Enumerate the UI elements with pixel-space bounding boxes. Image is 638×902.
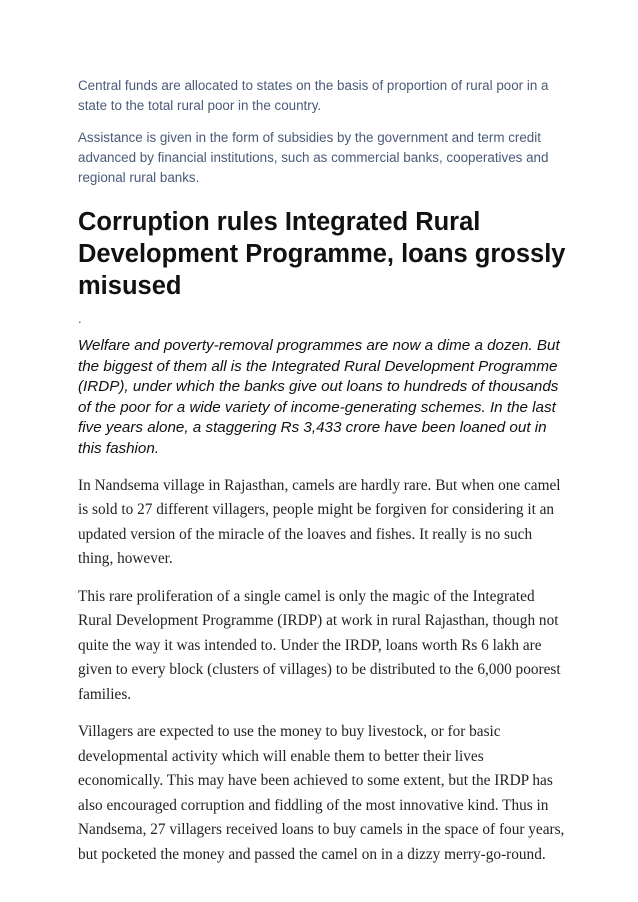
intro-paragraph-assistance: Assistance is given in the form of subsidies by the government and term credit advanced by financial institutions, such as commercial banks, cooperatives and regional rural banks.	[78, 130, 549, 185]
intro-paragraph-funds: Central funds are allocated to states on the basis of proportion of rural poor in a state to the total rural poor in the country.	[78, 78, 549, 113]
body-paragraph-nandsema: In Nandsema village in Rajasthan, camels are hardly rare. But when one camel is sold to 27 different villagers, people might be forgiven for considering it an updated version of the miracle of the loaves and fishes. It really is no such thing, however.	[78, 476, 561, 568]
document-page	[78, 76, 566, 880]
separator-dot: .	[78, 311, 82, 326]
article-lede: Welfare and poverty-removal programmes are now a dime a dozen. But the biggest of them all is the Integrated Rural Development Programme (IRDP), under which the banks give out loans to hundreds of thousands of the poor for a wide variety of income-generating schemes. In the last five years alone, a staggering Rs 3,433 crore have been loaned out in this fashion.	[78, 337, 560, 457]
article-headline: Corruption rules Integrated Rural Development Programme, loans grossly misused	[78, 208, 566, 300]
body-paragraph-villagers: Villagers are expected to use the money to buy livestock, or for basic developmental activity which will enable them to better their lives economically. This may have been achieved to some extent, but the IRDP has also encouraged corruption and fiddling of the most innovative kind. Thus in Nandsema, 27 villagers received loans to buy camels in the space of four years, but pocketed the money and passed the camel on in a dizzy merry-go-round.	[78, 723, 565, 863]
body-paragraph-irdp: This rare proliferation of a single camel is only the magic of the Integrated Rural Development Programme (IRDP) at work in rural Rajasthan, though not quite the way it was intended to. Under the IRDP, loans worth Rs 6 lakh are given to every block (clusters of villages) to be distributed to the 6,000 poorest families.	[78, 587, 561, 703]
